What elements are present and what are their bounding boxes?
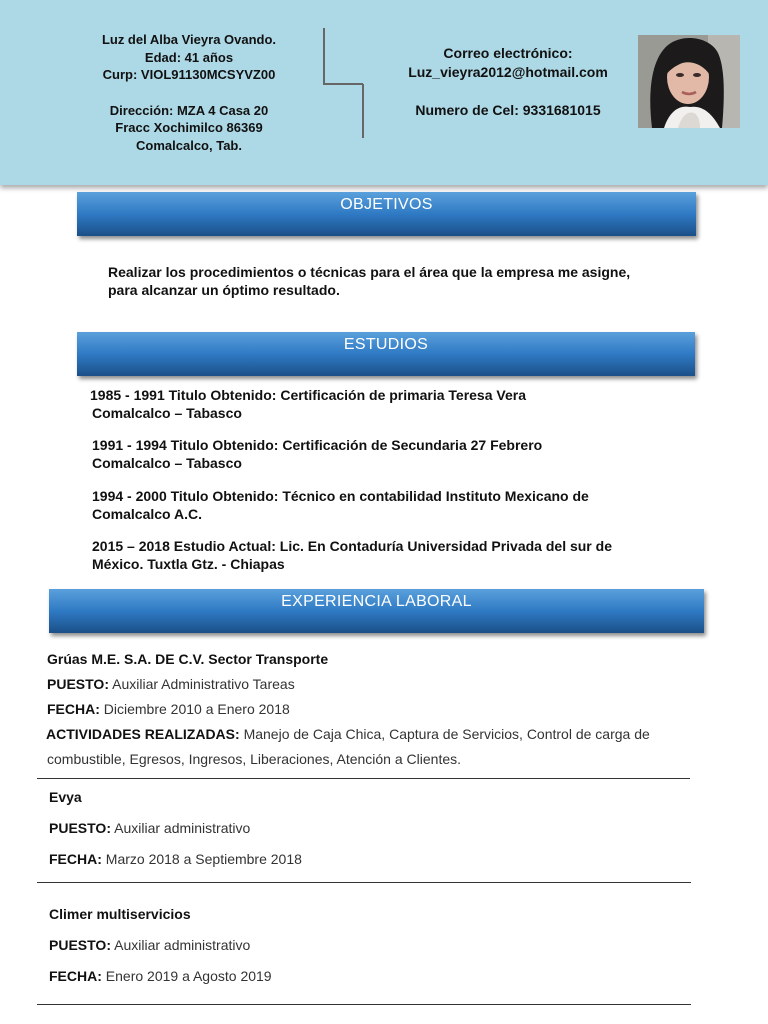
objective-text [108, 263, 708, 299]
company-name: Grúas M.E. S.A. DE C.V. Sector Transporte [47, 651, 329, 667]
studies-banner [77, 332, 695, 376]
study-entry [92, 437, 692, 472]
header-divider-step [323, 83, 363, 85]
actividades-value: Manejo de Caja Chica, Captura de Servicios, Control de carga de [243, 726, 650, 742]
study-line-2: Comalcalco A.C. [92, 505, 202, 522]
fecha-label: FECHA: [49, 968, 102, 984]
actividades-value-cont: combustible, Egresos, Ingresos, Liberaciones, Atención a Clientes. [47, 751, 462, 767]
experience-banner [49, 589, 704, 633]
fecha-value: Enero 2019 a Agosto 2019 [105, 968, 272, 984]
section-divider [37, 1004, 691, 1005]
study-entry [90, 387, 690, 422]
study-line-2: México. Tuxtla Gtz. - Chiapas [92, 555, 285, 572]
address-line-2: Fracc Xochimilco 86369 [115, 120, 263, 135]
study-line-2: Comalcalco – Tabasco [92, 404, 242, 421]
puesto-value: Auxiliar administrativo [114, 820, 251, 836]
personal-info [60, 31, 318, 154]
puesto-value: Auxiliar Administrativo Tareas [112, 676, 295, 692]
phone-number: Numero de Cel: 9331681015 [415, 102, 601, 118]
fecha-value: Diciembre 2010 a Enero 2018 [103, 701, 290, 717]
profile-header [0, 0, 768, 185]
job-entry [49, 906, 689, 984]
full-name: Luz del Alba Vieyra Ovando. [101, 32, 277, 47]
objectives-banner [77, 192, 696, 236]
study-entry [92, 538, 692, 573]
age: Edad: 41 años [144, 49, 234, 65]
actividades-label: ACTIVIDADES REALIZADAS: [46, 726, 240, 742]
study-line-1: 1994 - 2000 Titulo Obtenido: Técnico en contabilidad Instituto Mexicano de [92, 488, 589, 504]
job-entry [47, 647, 727, 772]
job-entry [49, 789, 689, 867]
puesto-value: Auxiliar administrativo [114, 937, 251, 953]
company-name: Climer multiservicios [49, 906, 191, 922]
studies-heading: ESTUDIOS [343, 336, 429, 353]
contact-info [388, 44, 628, 120]
address-line-3: Comalcalco, Tab. [136, 137, 242, 153]
puesto-label: PUESTO: [47, 676, 109, 692]
study-line-2: Comalcalco – Tabasco [92, 454, 242, 471]
header-divider-lower [362, 84, 364, 138]
section-divider [37, 778, 690, 779]
curp: Curp: VIOL91130MCSYVZ00 [102, 67, 276, 82]
study-line-1: 1991 - 1994 Titulo Obtenido: Certificación de Secundaria 27 Febrero [92, 437, 543, 453]
header-divider [323, 28, 325, 84]
profile-photo [638, 35, 740, 128]
section-divider [37, 882, 691, 883]
study-entry [92, 488, 692, 523]
email-address: Luz_vieyra2012@hotmail.com [408, 64, 608, 80]
objectives-heading: OBJETIVOS [340, 196, 433, 213]
fecha-label: FECHA: [49, 851, 102, 867]
fecha-value: Marzo 2018 a Septiembre 2018 [105, 851, 302, 867]
study-line-1: 1985 - 1991 Titulo Obtenido: Certificación de primaria Teresa Vera [90, 387, 526, 403]
address-line-1: Dirección: MZA 4 Casa 20 [109, 102, 269, 118]
objective-line-2: para alcanzar un óptimo resultado. [108, 282, 340, 298]
puesto-label: PUESTO: [49, 820, 111, 836]
company-name: Evya [49, 789, 82, 805]
puesto-label: PUESTO: [49, 937, 111, 953]
study-line-1: 2015 – 2018 Estudio Actual: Lic. En Contaduría Universidad Privada del sur de [92, 538, 612, 554]
experience-heading: EXPERIENCIA LABORAL [281, 593, 472, 610]
email-label: Correo electrónico: [443, 45, 573, 61]
objective-line-1: Realizar los procedimientos o técnicas para el área que la empresa me asigne, [108, 264, 631, 280]
fecha-label: FECHA: [47, 701, 100, 717]
